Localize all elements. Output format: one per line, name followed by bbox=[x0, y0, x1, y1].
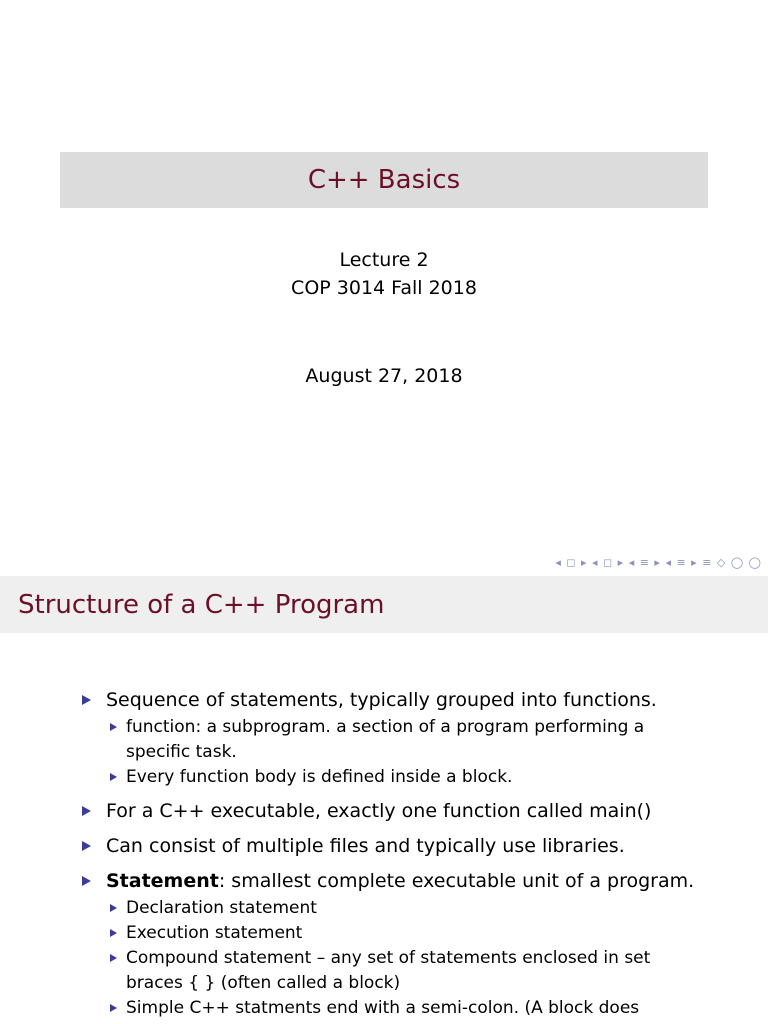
slide-title: C++ Basics bbox=[307, 165, 461, 195]
sub-bullet-text: Execution statement bbox=[126, 923, 303, 943]
sub-bullet-text: function: a subprogram. a section of a program performing a specific task. bbox=[126, 717, 645, 762]
sub-bullet-item bbox=[106, 996, 710, 1021]
frame-title-bar bbox=[0, 576, 768, 633]
bullet-bold-term: Statement bbox=[106, 870, 219, 892]
lecture-label: Lecture 2 bbox=[339, 249, 429, 271]
triangle-bullet-icon bbox=[82, 806, 91, 816]
sub-bullet-text: Simple C++ statments end with a semi-colon. (A block does bbox=[126, 998, 640, 1018]
bullet-text: For a C++ executable, exactly one function called main() bbox=[106, 800, 652, 822]
triangle-bullet-icon bbox=[110, 1004, 117, 1012]
triangle-bullet-icon bbox=[82, 841, 91, 851]
sub-bullet-item bbox=[106, 896, 710, 921]
triangle-bullet-icon bbox=[110, 929, 117, 937]
triangle-bullet-icon bbox=[110, 904, 117, 912]
bullet-text: : smallest complete executable unit of a program. bbox=[218, 870, 695, 892]
content-slide bbox=[0, 576, 768, 1024]
course-label: COP 3014 Fall 2018 bbox=[291, 277, 477, 299]
sub-bullet-text: Every function body is defined inside a block. bbox=[126, 767, 513, 787]
title-box bbox=[60, 152, 708, 208]
bullet-text: Can consist of multiple files and typically use libraries. bbox=[106, 835, 625, 857]
beamer-navigation-icons[interactable]: ◂ ◻ ▸ ◂ ◻ ▸ ◂ ≡ ▸ ◂ ≡ ▸ ≡ ◇ ◯ ◯ bbox=[555, 556, 762, 569]
triangle-bullet-icon bbox=[110, 954, 117, 962]
triangle-bullet-icon bbox=[82, 876, 91, 886]
sub-bullet-text: Compound statement – any set of statements enclosed in set braces { } (often called a block) bbox=[126, 948, 651, 993]
triangle-bullet-icon bbox=[82, 695, 91, 705]
sub-bullet-text: Declaration statement bbox=[126, 898, 317, 918]
frame-title: Structure of a C++ Program bbox=[18, 589, 385, 620]
date-label: August 27, 2018 bbox=[305, 365, 463, 387]
bullet-list bbox=[80, 686, 710, 1024]
triangle-bullet-icon bbox=[110, 723, 117, 731]
triangle-bullet-icon bbox=[110, 773, 117, 781]
bullet-item bbox=[80, 686, 710, 790]
sub-bullet-item bbox=[106, 765, 710, 790]
sub-bullet-item bbox=[106, 946, 710, 996]
bullet-item bbox=[80, 797, 710, 825]
sub-bullet-item bbox=[106, 715, 710, 765]
sub-bullet-item bbox=[106, 921, 710, 946]
bullet-item bbox=[80, 867, 710, 1021]
bullet-item bbox=[80, 832, 710, 860]
bullet-text: Sequence of statements, typically grouped into functions. bbox=[106, 689, 657, 711]
